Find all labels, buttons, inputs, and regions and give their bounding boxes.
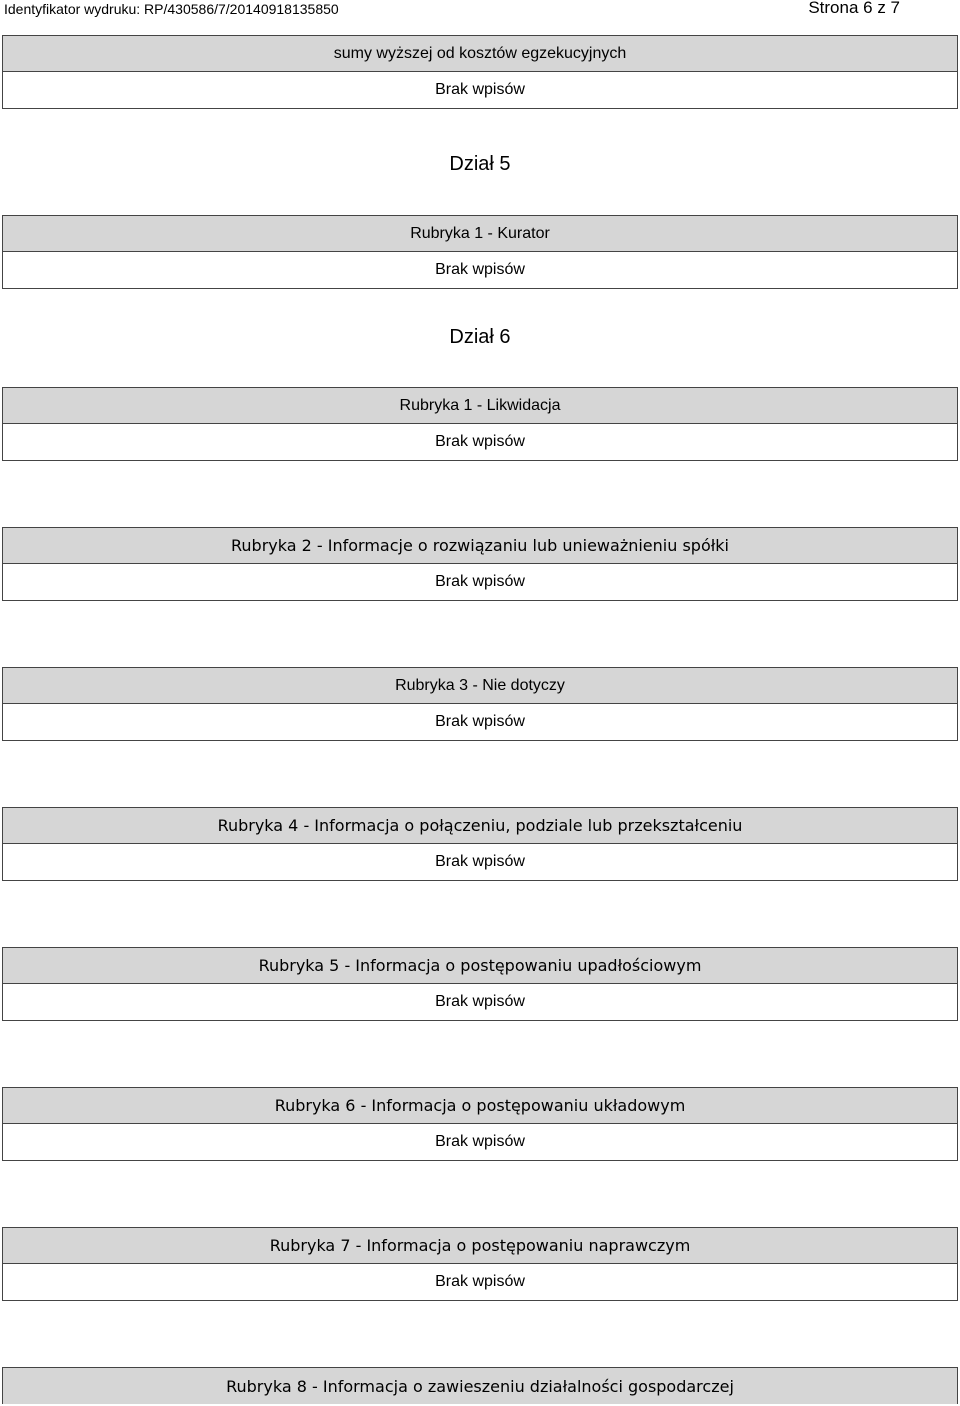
rubryka-title: Rubryka 4 - Informacja o połączeniu, podziale lub przekształceniu	[3, 808, 957, 844]
rubryka-title: sumy wyższej od kosztów egzekucyjnych	[3, 36, 957, 72]
rubryka-box-d6-r6	[2, 1087, 958, 1161]
section-title-dzial-6: Dział 6	[449, 326, 511, 348]
rubryka-box-d6-r5	[2, 947, 958, 1021]
rubryka-box-d6-r4	[2, 807, 958, 881]
rubryka-box-d6-r7	[2, 1227, 958, 1301]
rubryka-box-d6-r2	[2, 527, 958, 601]
print-identifier: Identyfikator wydruku: RP/430586/7/20140918135850	[4, 1, 339, 17]
rubryka-title: Rubryka 8 - Informacja o zawieszeniu działalności gospodarczej	[3, 1368, 957, 1404]
rubryka-box-d6-r1	[2, 387, 958, 461]
rubryka-value: Brak wpisów	[3, 1124, 957, 1160]
rubryka-box-d5-r1	[2, 215, 958, 289]
rubryka-box-d6-r3	[2, 667, 958, 741]
page-number: Strona 6 z 7	[808, 0, 900, 17]
rubryka-title: Rubryka 5 - Informacja o postępowaniu upadłościowym	[3, 948, 957, 984]
rubryka-value: Brak wpisów	[3, 72, 957, 108]
rubryka-box-continuation	[2, 35, 958, 109]
rubryka-title: Rubryka 3 - Nie dotyczy	[3, 668, 957, 704]
rubryka-title: Rubryka 7 - Informacja o postępowaniu naprawczym	[3, 1228, 957, 1264]
rubryka-value: Brak wpisów	[3, 844, 957, 880]
rubryka-value: Brak wpisów	[3, 1264, 957, 1300]
rubryka-title: Rubryka 6 - Informacja o postępowaniu układowym	[3, 1088, 957, 1124]
rubryka-title: Rubryka 1 - Likwidacja	[3, 388, 957, 424]
section-title-dzial-5: Dział 5	[449, 153, 511, 175]
rubryka-value: Brak wpisów	[3, 704, 957, 740]
rubryka-title: Rubryka 2 - Informacje o rozwiązaniu lub unieważnieniu spółki	[3, 528, 957, 564]
rubryka-value: Brak wpisów	[3, 252, 957, 288]
rubryka-value: Brak wpisów	[3, 564, 957, 600]
rubryka-title: Rubryka 1 - Kurator	[3, 216, 957, 252]
rubryka-box-d6-r8	[2, 1367, 958, 1404]
rubryka-value: Brak wpisów	[3, 424, 957, 460]
rubryka-value: Brak wpisów	[3, 984, 957, 1020]
